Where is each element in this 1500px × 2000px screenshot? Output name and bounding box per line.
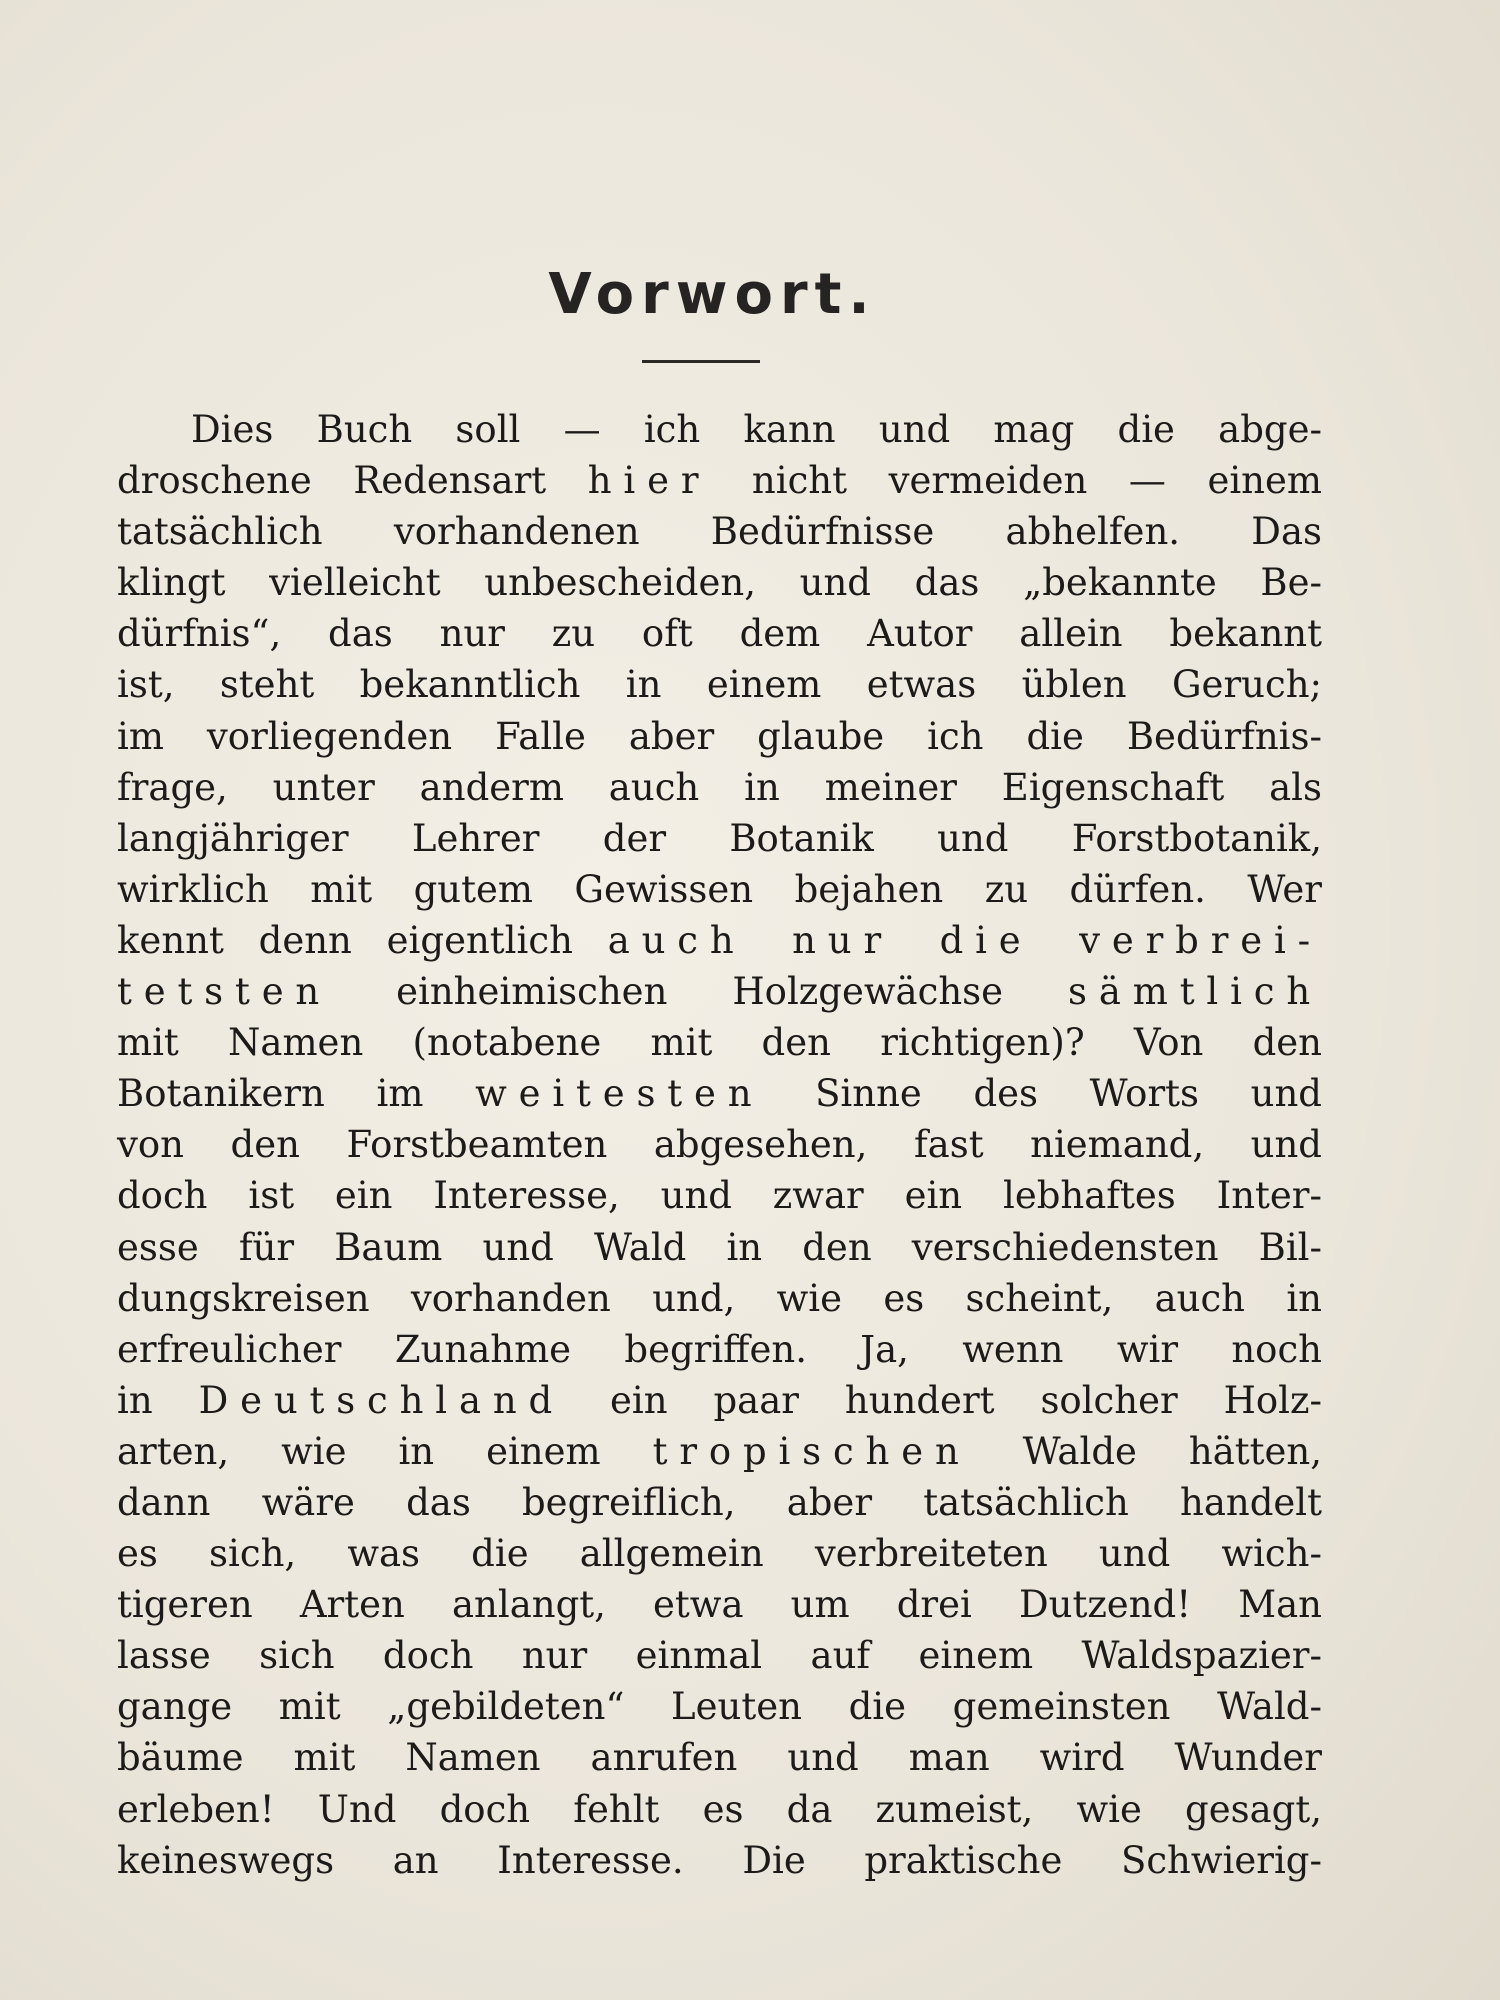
text-segment: keineswegs an Interesse. Die praktische Schwierig- — [117, 1838, 1322, 1882]
text-segment: kennt denn eigentlich — [117, 918, 608, 962]
body-paragraph — [117, 404, 1322, 1886]
text-segment: bäume mit Namen anrufen und man wird Wunder — [117, 1736, 1322, 1780]
text-segment: von den Forstbeamten abgesehen, fast niemand, und — [117, 1123, 1322, 1167]
text-line — [117, 966, 1322, 1017]
text-segment: es sich, was die allgemein verbreiteten und wich- — [117, 1532, 1322, 1576]
text-line — [117, 1375, 1322, 1426]
text-line — [117, 404, 1322, 455]
spaced-emphasis: tetsten — [117, 970, 332, 1014]
text-line — [117, 1579, 1322, 1630]
text-segment: im vorliegenden Falle aber glaube ich die Bedürfnis- — [117, 714, 1322, 758]
text-segment: tigeren Arten anlangt, etwa um drei Dutzend! Man — [117, 1583, 1322, 1627]
text-segment: frage, unter anderm auch in meiner Eigenschaft als — [117, 765, 1322, 809]
text-line — [117, 1222, 1322, 1273]
text-segment: nicht vermeiden — einem — [710, 459, 1322, 503]
text-segment: Botanikern im — [117, 1072, 476, 1116]
text-segment: lasse sich doch nur einmal auf einem Waldspazier- — [117, 1634, 1322, 1678]
text-line — [117, 608, 1322, 659]
text-line — [117, 455, 1322, 506]
text-segment: doch ist ein Interesse, und zwar ein lebhaftes Inter- — [117, 1174, 1322, 1218]
page-title: Vorwort. — [548, 262, 877, 327]
text-line — [117, 1835, 1322, 1886]
text-line — [117, 557, 1322, 608]
text-segment: erleben! Und doch fehlt es da zumeist, wie gesagt, — [117, 1787, 1322, 1831]
text-segment: ein paar hundert solcher Holz- — [564, 1378, 1322, 1422]
text-segment: esse für Baum und Wald in den verschiedensten Bil- — [117, 1225, 1322, 1269]
text-segment: dann wäre das begreiflich, aber tatsächlich handelt — [117, 1480, 1322, 1524]
spaced-emphasis: weitesten — [475, 1072, 764, 1116]
text-line — [117, 1426, 1322, 1477]
text-segment: mit Namen (notabene mit den richtigen)? Von den — [117, 1021, 1322, 1065]
text-segment: langjähriger Lehrer der Botanik und Forstbotanik, — [117, 816, 1322, 860]
text-segment: gange mit „gebildeten“ Leuten die gemeinsten Wald- — [117, 1685, 1322, 1729]
text-line — [117, 1681, 1322, 1732]
text-line — [117, 659, 1322, 710]
text-line — [117, 1732, 1322, 1783]
text-segment: wirklich mit gutem Gewissen bejahen zu dürfen. Wer — [117, 867, 1322, 911]
spaced-emphasis: tropischen — [652, 1429, 971, 1473]
text-segment: klingt vielleicht unbescheiden, und das „bekannte Be- — [117, 561, 1322, 605]
text-segment: in — [117, 1378, 199, 1422]
text-line — [117, 1017, 1322, 1068]
text-segment: droschene Redensart — [117, 459, 588, 503]
text-line — [117, 1477, 1322, 1528]
spaced-emphasis: sämtlich — [1068, 970, 1322, 1014]
text-line — [117, 1170, 1322, 1221]
text-segment: einheimischen Holzgewächse — [331, 970, 1069, 1014]
text-segment: Dies Buch soll — ich kann und mag die abge- — [191, 408, 1322, 451]
title-divider — [642, 360, 760, 363]
text-line — [117, 1630, 1322, 1681]
text-segment: arten, wie in einem — [117, 1429, 653, 1473]
text-line — [117, 506, 1322, 557]
spaced-emphasis: hier — [587, 459, 711, 503]
text-line — [117, 813, 1322, 864]
text-segment: dungskreisen vorhanden und, wie es scheint, auch in — [117, 1276, 1322, 1320]
text-segment: ist, steht bekanntlich in einem etwas üblen Geruch; — [117, 663, 1322, 707]
text-line — [117, 1119, 1322, 1170]
spaced-emphasis: Deutschland — [198, 1378, 565, 1422]
text-line — [117, 1324, 1322, 1375]
text-segment: dürfnis“, das nur zu oft dem Autor allein bekannt — [117, 612, 1322, 656]
text-line — [117, 1273, 1322, 1324]
text-line — [117, 1784, 1322, 1835]
text-segment: Walde hätten, — [970, 1429, 1322, 1473]
text-segment: Sinne des Worts und — [763, 1072, 1322, 1116]
spaced-emphasis: auch nur die verbrei- — [607, 918, 1322, 962]
text-line — [117, 762, 1322, 813]
text-line — [117, 711, 1322, 762]
text-line — [117, 864, 1322, 915]
text-segment: tatsächlich vorhandenen Bedürfnisse abhelfen. Das — [117, 510, 1322, 554]
text-line — [117, 915, 1322, 966]
text-line — [117, 1068, 1322, 1119]
text-segment: erfreulicher Zunahme begriffen. Ja, wenn wir noch — [117, 1327, 1322, 1371]
text-line — [117, 1528, 1322, 1579]
